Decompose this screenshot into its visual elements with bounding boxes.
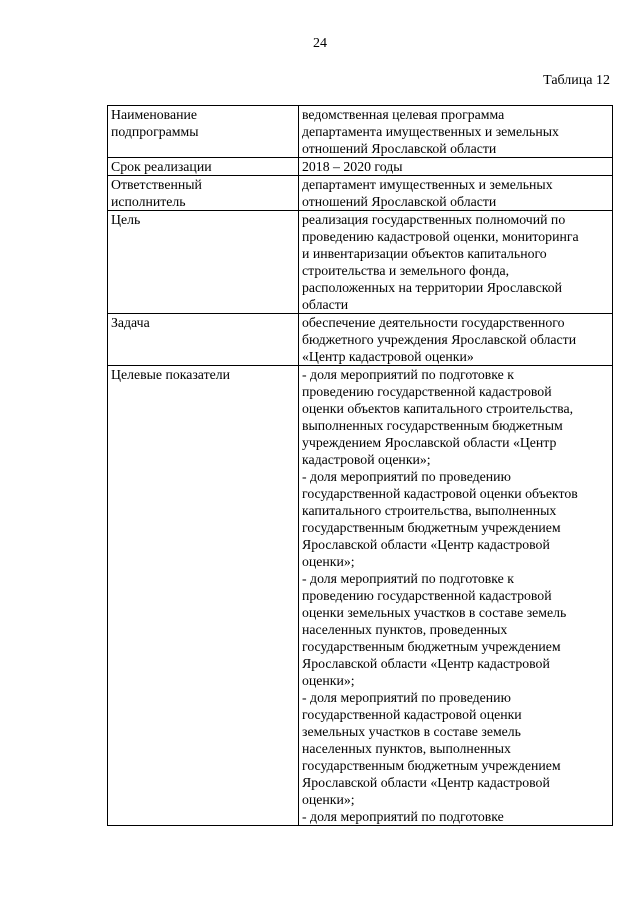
table-row xyxy=(108,366,613,826)
page-number: 24 xyxy=(313,36,327,51)
row-value-subprogram-name: ведомственная целевая программа департамента имущественных и земельных отношений Ярославской области xyxy=(299,106,613,158)
row-label-executor: Ответственный исполнитель xyxy=(108,176,299,211)
table-caption: Таблица 12 xyxy=(543,73,610,88)
row-label-indicators: Целевые показатели xyxy=(108,366,299,826)
row-value-executor: департамент имущественных и земельных отношений Ярославской области xyxy=(299,176,613,211)
table-row xyxy=(108,211,613,314)
row-label-goal: Цель xyxy=(108,211,299,314)
row-value-goal: реализация государственных полномочий по проведению кадастровой оценки, мониторинга и инвентаризации объектов капитального строительства и земельного фонда, расположенных на территории Ярославской области xyxy=(299,211,613,314)
row-value-indicators: - доля мероприятий по подготовке к проведению государственной кадастровой оценки объектов капитального строительства, выполненных государственным бюджетным учреждением Ярославской области «Центр кадастровой оценки»; - доля мероприятий по проведению государственной кадастровой оценки объектов капитального строительства, выполненных государственным бюджетным учреждением Ярославской области «Центр кадастровой оценки»; - доля мероприятий по подготовке к проведению государственной кадастровой оценки земельных участков в составе земель населенных пунктов, проведенных государственным бюджетным учреждением Ярославской области «Центр кадастровой оценки»; - доля мероприятий по проведению государственной кадастровой оценки земельных участков в составе земель населенных пунктов, выполненных государственным бюджетным учреждением Ярославской области «Центр кадастровой оценки»; - доля мероприятий по подготовке xyxy=(299,366,613,826)
row-label-task: Задача xyxy=(108,314,299,366)
row-value-task: обеспечение деятельности государственного бюджетного учреждения Ярославской области «Центр кадастровой оценки» xyxy=(299,314,613,366)
table-row xyxy=(108,176,613,211)
row-label-term: Срок реализации xyxy=(108,158,299,176)
row-value-term: 2018 – 2020 годы xyxy=(299,158,613,176)
subprogram-table xyxy=(107,105,613,826)
table-row xyxy=(108,158,613,176)
table-row xyxy=(108,314,613,366)
table-row xyxy=(108,106,613,158)
row-label-subprogram-name: Наименование подпрограммы xyxy=(108,106,299,158)
